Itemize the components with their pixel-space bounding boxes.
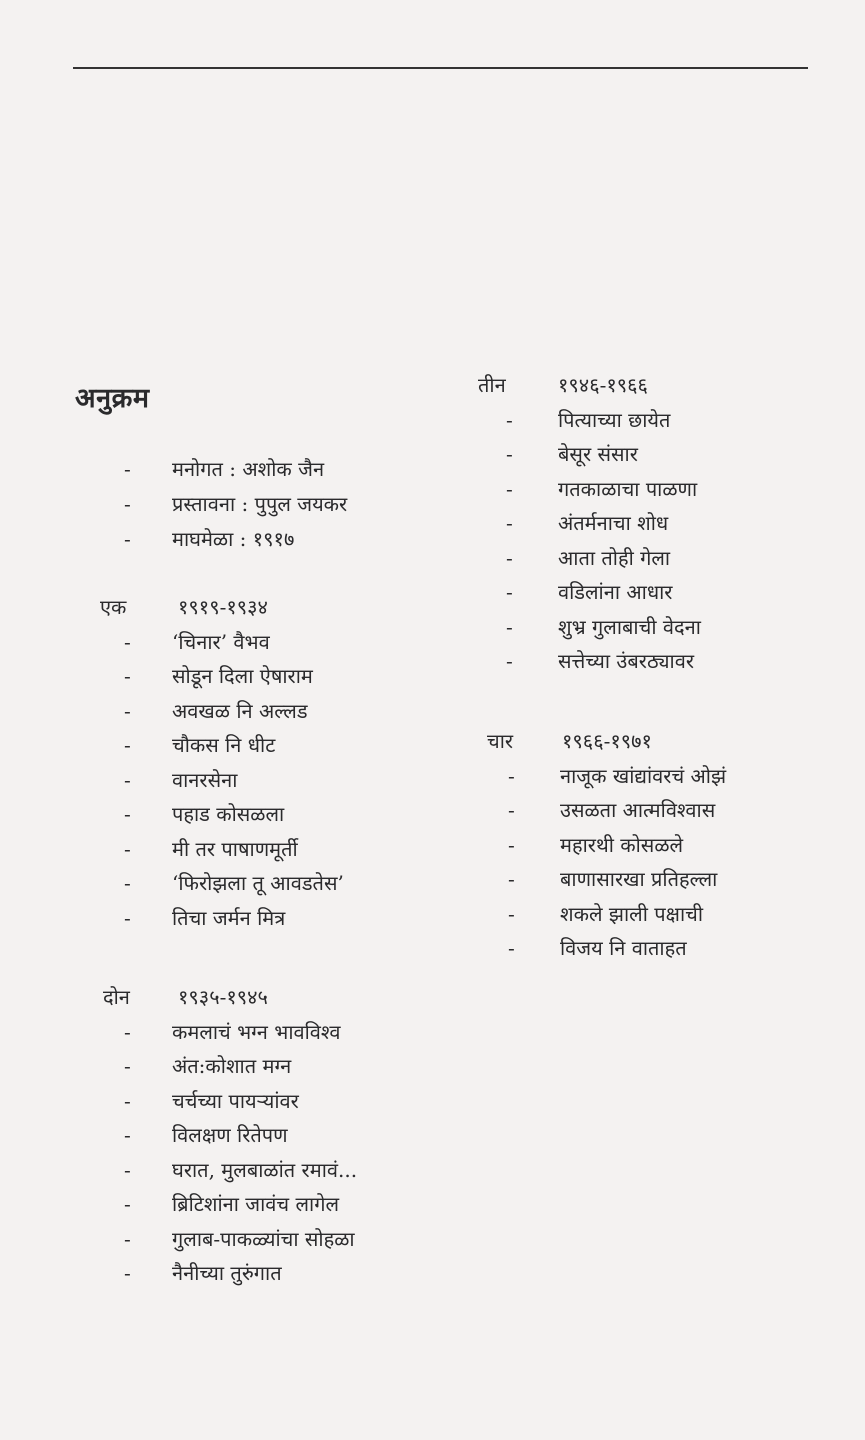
intro-entry: मनोगत : अशोक जैन — [172, 457, 325, 481]
chapter-entry: गुलाब-पाकळ्यांचा सोहळा — [172, 1226, 355, 1251]
chapter-entry: चर्चच्या पायऱ्यांवर — [172, 1088, 299, 1113]
section-years: १९४६-१९६६ — [558, 373, 648, 397]
chapter-entry: पहाड कोसळला — [172, 802, 285, 826]
chapter-entry: उसळता आत्मविश्वास — [560, 798, 716, 822]
chapter-entry: ब्रिटिशांना जावंच लागेल — [172, 1192, 340, 1216]
entry-dash: - — [506, 649, 513, 673]
entry-dash: - — [124, 527, 131, 551]
entry-dash: - — [124, 767, 131, 792]
intro-entry: माघमेळा : १९१७ — [172, 527, 295, 551]
entry-dash: - — [124, 1019, 131, 1044]
entry-dash: - — [508, 832, 515, 857]
entry-dash: - — [124, 871, 131, 895]
entry-dash: - — [124, 1054, 131, 1078]
entry-dash: - — [506, 614, 513, 639]
entry-dash: - — [124, 629, 131, 654]
chapter-entry: तिचा जर्मन मित्र — [172, 905, 286, 930]
chapter-entry: वडिलांना आधार — [558, 580, 673, 604]
section-label: एक — [100, 595, 127, 619]
section-label: दोन — [103, 985, 130, 1009]
section-label: तीन — [478, 373, 506, 397]
entry-dash: - — [124, 492, 131, 516]
chapter-entry: विलक्षण रितेपण — [172, 1123, 288, 1147]
chapter-entry: सोडून दिला ऐषाराम — [172, 664, 313, 688]
chapter-entry: शुभ्र गुलाबाची वेदना — [558, 614, 701, 639]
entry-dash: - — [506, 580, 513, 604]
entry-dash: - — [124, 1123, 131, 1147]
chapter-entry: आता तोही गेला — [558, 545, 671, 570]
chapter-entry: वानरसेना — [172, 767, 238, 792]
entry-dash: - — [506, 511, 513, 535]
chapter-entry: सत्तेच्या उंबरठ्यावर — [558, 649, 695, 673]
entry-dash: - — [508, 763, 515, 788]
entry-dash: - — [124, 698, 131, 723]
intro-entry: प्रस्तावना : पुपुल जयकर — [172, 492, 348, 516]
chapter-entry: गतकाळाचा पाळणा — [558, 476, 698, 501]
chapter-entry: कमलाचं भग्न भावविश्व — [172, 1019, 341, 1044]
entry-dash: - — [124, 836, 131, 861]
chapter-entry: विजय नि वाताहत — [560, 936, 687, 960]
chapter-entry: मी तर पाषाणमूर्ती — [172, 836, 298, 861]
contents-heading: अनुक्रम — [75, 383, 150, 414]
chapter-entry: ‘फिरोझला तू आवडतेस’ — [172, 871, 344, 895]
top-rule — [73, 67, 808, 69]
chapter-entry: पित्याच्या छायेत — [558, 407, 671, 432]
chapter-entry: महारथी कोसळले — [560, 832, 684, 857]
chapter-entry: अंत:कोशात मग्न — [172, 1054, 292, 1078]
chapter-entry: घरात, मुलबाळांत रमावं... — [172, 1157, 358, 1182]
entry-dash: - — [124, 1088, 131, 1113]
chapter-entry: नाजूक खांद्यांवरचं ओझं — [560, 763, 727, 788]
chapter-entry: ‘चिनार’ वैभव — [172, 629, 270, 654]
chapter-entry: नैनीच्या तुरुंगात — [172, 1261, 282, 1285]
entry-dash: - — [124, 1192, 131, 1216]
section-years: १९६६-१९७१ — [562, 729, 652, 753]
chapter-entry: अंतर्मनाचा शोध — [558, 511, 669, 535]
section-label: चार — [487, 729, 514, 753]
entry-dash: - — [508, 798, 515, 822]
entry-dash: - — [506, 407, 513, 432]
entry-dash: - — [506, 476, 513, 501]
entry-dash: - — [124, 1226, 131, 1251]
entry-dash: - — [124, 733, 131, 757]
entry-dash: - — [508, 901, 515, 926]
entry-dash: - — [124, 1157, 131, 1182]
section-years: १९३५-१९४५ — [178, 985, 268, 1009]
chapter-entry: बेसूर संसार — [558, 442, 638, 466]
entry-dash: - — [124, 905, 131, 930]
entry-dash: - — [124, 664, 131, 688]
chapter-entry: चौकस नि धीट — [172, 733, 276, 757]
entry-dash: - — [506, 545, 513, 570]
chapter-entry: अवखळ नि अल्लड — [172, 698, 308, 723]
entry-dash: - — [506, 442, 513, 466]
entry-dash: - — [124, 802, 131, 826]
entry-dash: - — [124, 1261, 131, 1285]
chapter-entry: बाणासारखा प्रतिहल्ला — [560, 867, 718, 891]
chapter-entry: शकले झाली पक्षाची — [560, 901, 704, 926]
entry-dash: - — [508, 936, 515, 960]
section-years: १९१९-१९३४ — [178, 595, 268, 619]
entry-dash: - — [508, 867, 515, 891]
entry-dash: - — [124, 457, 131, 481]
